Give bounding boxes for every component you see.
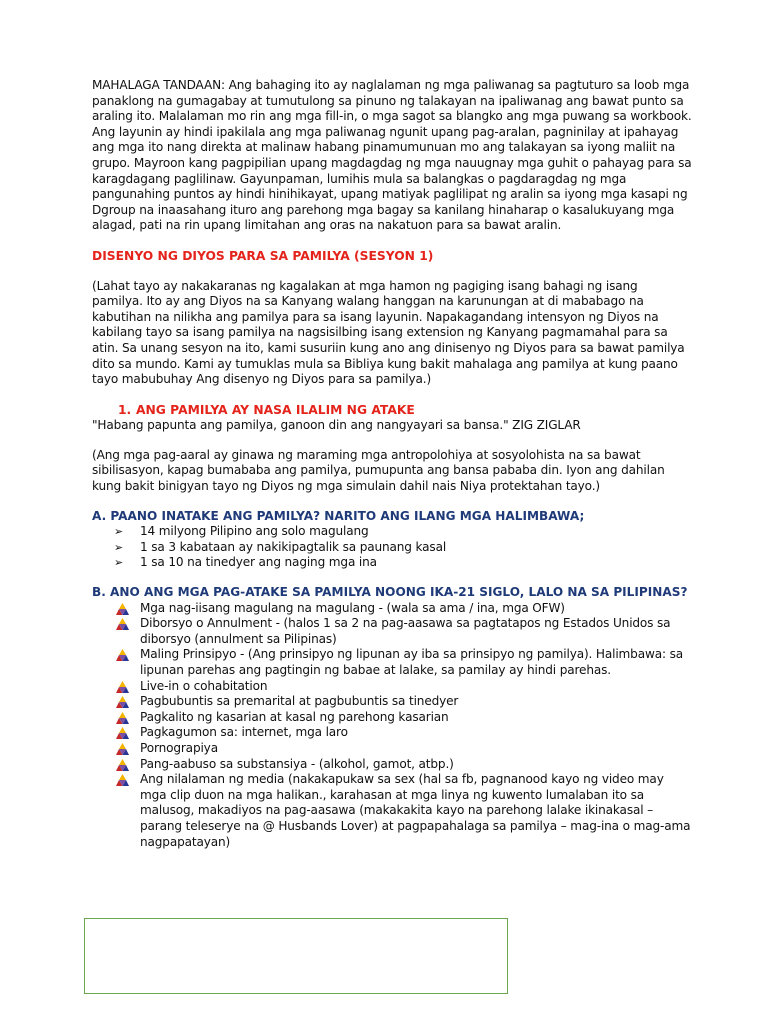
list-item	[92, 524, 692, 540]
triangle-bullet-icon	[114, 710, 140, 726]
document-page	[92, 78, 692, 850]
list-item-text: Pang-aabuso sa substansiya - (alkohol, gamot, atbp.)	[140, 756, 454, 771]
list-item-text: Pagbubuntis sa premarital at pagbubuntis sa tinedyer	[140, 694, 459, 709]
list-item-text: 1 sa 3 kabataan ay nakikipagtalik sa paunang kasal	[140, 539, 447, 554]
session-description: (Lahat tayo ay nakakaranas ng kagalakan at mga hamon ng pagiging isang bahagi ng isang pamilya. Ito ay ang Diyos na sa Kanyang walang hanggan na karunungan at di mababago na kabutihan na nilikha ang pamilya para sa isang layunin. Napakagandang intensyon ng Diyos na kabilang tayo sa isang pamilya na nagsisilbing isang extension ng Kanyang pagmamahal para sa atin. Sa unang sesyon na ito, kami susuriin kung ano ang dinisenyo ng Diyos para sa bawat pamilya dito sa mundo. Kami ay tumuklas mula sa Bibliya kung bakit mahalaga ang pamilya at kung paano tayo mabubuhay Ang disenyo ng Diyos para sa pamilya.)	[92, 278, 685, 387]
section-b-title: B. ANO ANG MGA PAG-ATAKE SA PAMILYA NOONG IKA-21 SIGLO, LALO NA SA PILIPINAS?	[92, 585, 688, 600]
list-item	[92, 694, 692, 710]
triangle-bullet-icon-shape	[116, 681, 129, 693]
list-item-text: 14 milyong Pilipino ang solo magulang	[140, 524, 369, 539]
arrow-bullet-icon: ➢	[114, 540, 124, 554]
list-item-text: Pagkalito ng kasarian at kasal ng parehong kasarian	[140, 709, 449, 724]
list-item	[92, 757, 692, 773]
arrow-bullet-icon: ➢	[114, 556, 124, 570]
triangle-bullet-icon-shape	[116, 759, 129, 771]
list-item	[92, 647, 692, 678]
triangle-bullet-icon-shape	[116, 603, 129, 615]
list-item-text: Live-in o cohabitation	[140, 678, 268, 693]
triangle-bullet-icon-shape	[116, 649, 129, 661]
triangle-bullet-icon-shape	[116, 618, 129, 630]
triangle-bullet-icon	[114, 725, 140, 741]
list-item	[92, 555, 692, 571]
section-a-list	[92, 524, 692, 571]
list-item-text: Diborsyo o Annulment - (halos 1 sa 2 na pag-aasawa sa pagtatapos ng Estados Unidos sa diborsyo (annulment sa Pilipinas)	[140, 616, 671, 646]
empty-text-box	[84, 918, 508, 994]
list-item-text: Maling Prinsipyo - (Ang prinsipyo ng lipunan ay iba sa prinsipyo ng pamilya). Halimbawa: sa lipunan parehas ang pagtingin ng babae at lalake, sa pamilay ay hindi parehas.	[140, 647, 683, 677]
section-1-heading	[92, 403, 692, 419]
triangle-bullet-icon	[114, 616, 140, 632]
list-item	[92, 772, 692, 850]
list-item	[92, 616, 692, 647]
list-item-text: 1 sa 10 na tinedyer ang naging mga ina	[140, 555, 377, 570]
triangle-bullet-icon	[114, 741, 140, 757]
list-item	[92, 679, 692, 695]
section-1-note: (Ang mga pag-aaral ay ginawa ng maraming mga antropolohiya at sosyolohista na sa bawat sibilisasyon, kapag bumababa ang pamilya, pumupunta ang bansa pababa din. Iyon ang dahilan kung bakit binigyan tayo ng Diyos ng mga simulain dahil nais Niya protektahan tayo.)	[92, 447, 665, 494]
list-item-text: Ang nilalaman ng media (nakakapukaw sa sex (hal sa fb, pagnanood kayo ng video may mga clip duon na mga halikan., karahasan at mga linya ng kuwento lumalaban ito sa malusog, makadiyos na pag-aasawa (makakakita kayo na parehong lalake ikinakasal – parang teleserye na @ Husbands Lover) at pagpapahalaga sa pamilya – mag-ina o mag-ama nagpapatayan)	[140, 772, 691, 849]
triangle-bullet-icon	[114, 772, 140, 788]
triangle-bullet-icon	[114, 647, 140, 663]
triangle-bullet-icon	[114, 757, 140, 773]
triangle-bullet-icon-shape	[116, 727, 129, 739]
list-item	[92, 710, 692, 726]
list-item-text: Mga nag-iisang magulang na magulang - (wala sa ama / ina, mga OFW)	[140, 600, 565, 615]
triangle-bullet-icon-shape	[116, 743, 129, 755]
intro-paragraph: MAHALAGA TANDAAN: Ang bahaging ito ay naglalaman ng mga paliwanag sa pagtuturo sa loob mga panaklong na gumagabay at tumutulong sa pinuno ng talakayan na ipaliwanag ang bawat punto sa araling ito. Malalaman mo rin ang mga fill-in, o mga sagot sa blangko ang mga puwang sa workbook. Ang layunin ay hindi ipakilala ang mga paliwanag ngunit upang pag-aralan, pagninilay at ipahayag ang mga ito nang direkta at malinaw habang pinamumunuan mo ang talakayan sa iyong maliit na grupo. Mayroon kang pagpipilian upang magdagdag ng mga nauugnay mga guhit o pahayag para sa karagdagang paglilinaw. Gayunpaman, lumihis mula sa balangkas o pagdaragdag ng mga pangunahing puntos ay hindi hinihikayat, upang matiyak paglilipat ng aralin sa iyong mga kasapi ng Dgroup na inaasahang ituro ang parehong mga bagay sa kanilang hinaharap o kasalukuyang mga alagad, pati na rin upang limitahan ang oras na nakatuon para sa bawat aralin.	[92, 78, 692, 233]
list-item	[92, 540, 692, 556]
triangle-bullet-icon-shape	[116, 696, 129, 708]
section-1-number: 1.	[118, 402, 132, 417]
section-a-title: A. PAANO INATAKE ANG PAMILYA? NARITO ANG ILANG MGA HALIMBAWA;	[92, 508, 585, 523]
list-item-text: Pornograpiya	[140, 740, 218, 755]
list-item	[92, 741, 692, 757]
list-item-text: Pagkagumon sa: internet, mga laro	[140, 725, 348, 740]
triangle-bullet-icon-shape	[116, 712, 129, 724]
session-title: DISENYO NG DIYOS PARA SA PAMILYA (SESYON 1)	[92, 248, 434, 263]
section-1-title: ANG PAMILYA AY NASA ILALIM NG ATAKE	[136, 402, 415, 417]
triangle-bullet-icon	[114, 601, 140, 617]
triangle-bullet-icon	[114, 679, 140, 695]
list-item	[92, 601, 692, 617]
section-1-quote: "Habang papunta ang pamilya, ganoon din ang nangyayari sa bansa." ZIG ZIGLAR	[92, 418, 581, 433]
triangle-bullet-icon	[114, 694, 140, 710]
arrow-bullet-icon: ➢	[114, 525, 124, 539]
list-item	[92, 725, 692, 741]
triangle-bullet-icon-shape	[116, 774, 129, 786]
section-b-list	[92, 601, 692, 851]
